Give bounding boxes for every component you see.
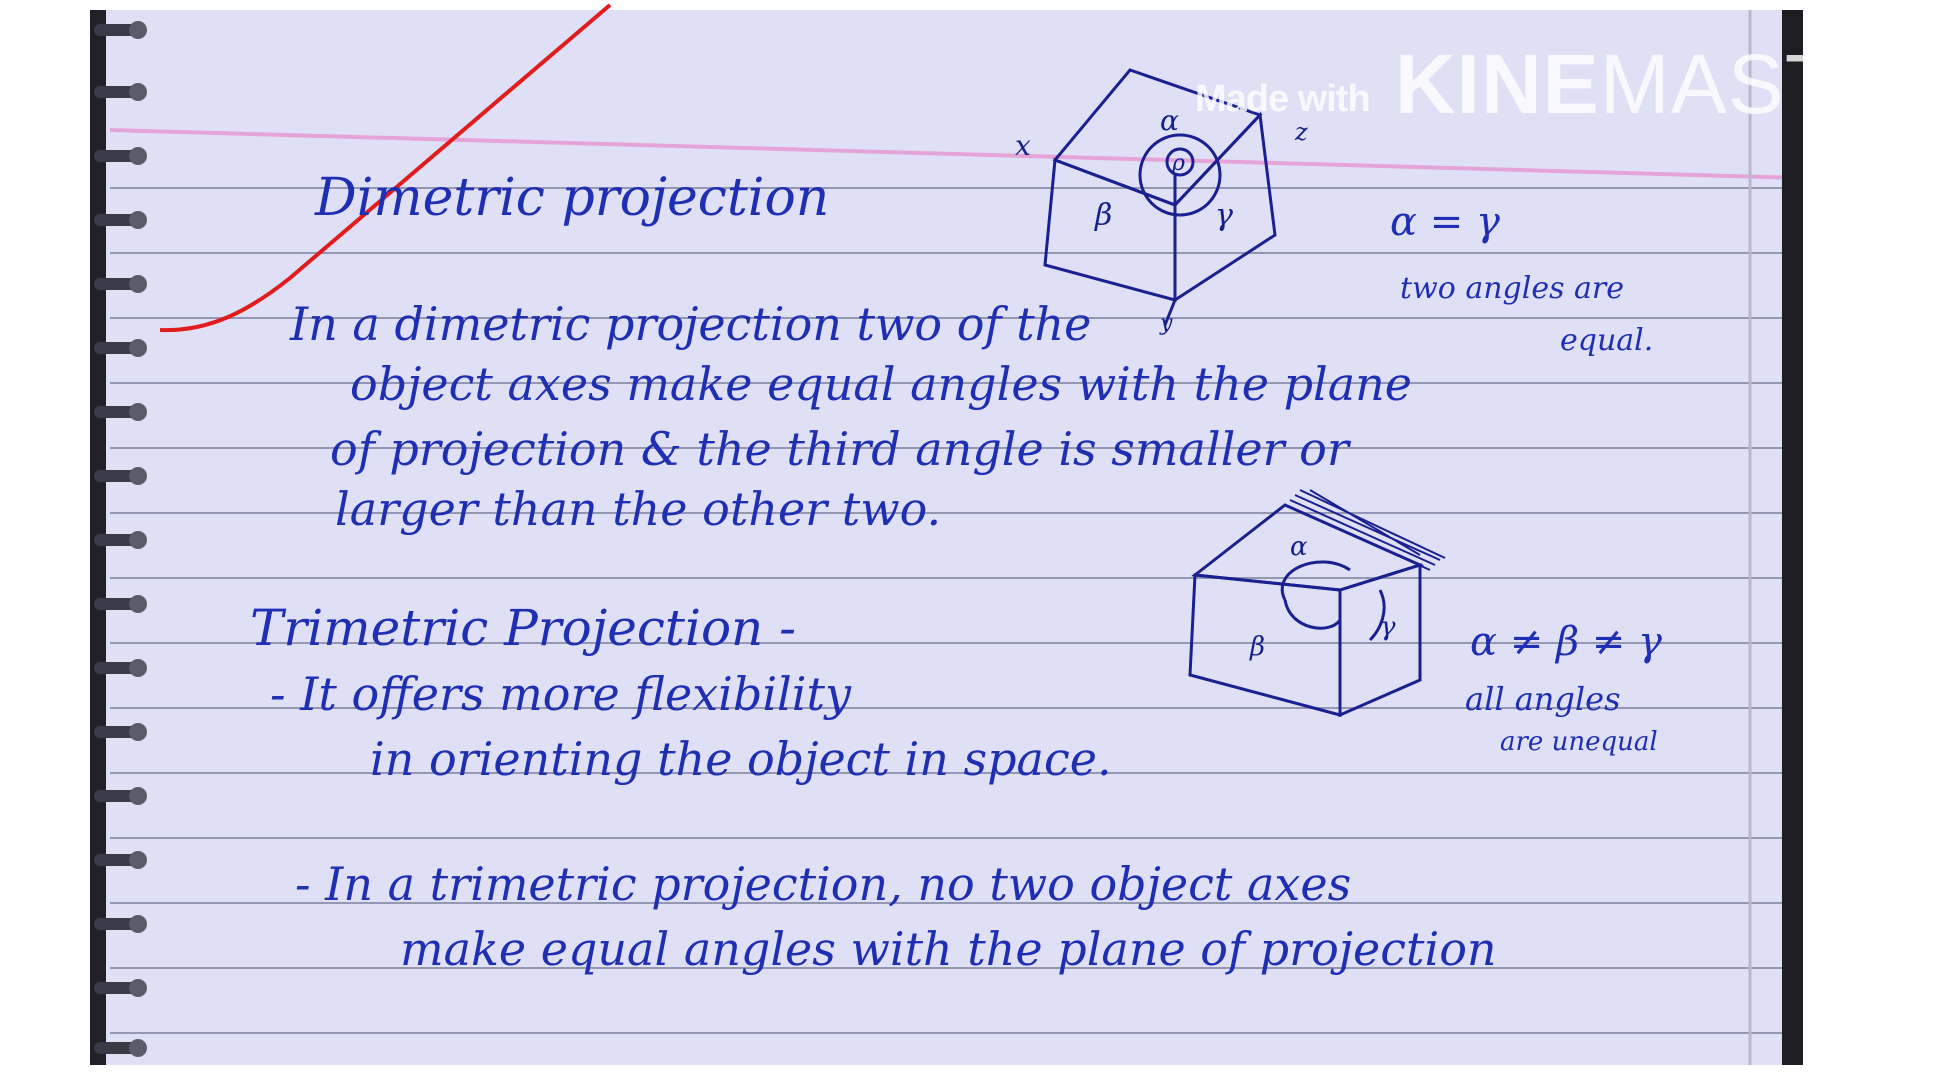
fig1-label-z: z [1295, 118, 1308, 146]
trimetric-heading: Trimetric Projection - [250, 599, 797, 657]
watermark-brand-light: MASTER [1599, 37, 1956, 131]
fig1-label-gamma: γ [1215, 198, 1233, 233]
dimetric-note-1: two angles are [1400, 271, 1625, 306]
dimetric-line-1: In a dimetric projection two of the [290, 297, 1092, 351]
fig1-label-beta: β [1095, 198, 1113, 233]
right-dark-edge [1782, 10, 1803, 1065]
trimetric-equation: α ≠ β ≠ γ [1470, 619, 1662, 665]
trimetric-note-2: are unequal [1500, 727, 1658, 757]
fig2-label-beta: β [1250, 632, 1266, 662]
dimetric-heading: Dimetric projection [315, 168, 830, 228]
trimetric-bullet-2-line-2: make equal angles with the plane of projection [400, 922, 1497, 976]
kinemaster-watermark [1195, 37, 1956, 132]
trimetric-note-1: all angles [1465, 680, 1621, 718]
fig1-label-x: x [1015, 129, 1031, 162]
dimetric-equation: α = γ [1390, 199, 1500, 245]
watermark-made-with: Made with [1195, 78, 1370, 120]
fig1-label-rho: ρ [1172, 151, 1185, 176]
trimetric-bullet-1-line-2: in orienting the object in space. [370, 732, 1112, 786]
fig2-label-alpha: α [1290, 532, 1308, 562]
dimetric-line-2: object axes make equal angles with the plane [350, 357, 1412, 411]
dimetric-line-4: larger than the other two. [335, 482, 942, 536]
notebook-page [90, 10, 1803, 1065]
fig1-label-y: y [1160, 311, 1173, 336]
watermark-brand-bold: KINE [1395, 37, 1600, 131]
fig2-label-gamma: γ [1380, 612, 1396, 642]
trimetric-bullet-1-line-1: - It offers more flexibility [270, 667, 851, 721]
figure-trimetric-cube [1190, 490, 1445, 715]
notebook-page-drawing [90, 10, 1803, 1065]
trimetric-bullet-2-line-1: - In a trimetric projection, no two object axes [295, 857, 1352, 911]
dimetric-note-2: equal. [1560, 323, 1654, 358]
dimetric-line-3: of projection & the third angle is smaller or [330, 422, 1349, 476]
watermark-brand [1395, 37, 1956, 131]
fig1-label-alpha: α [1160, 104, 1179, 137]
spiral-holes [129, 21, 147, 1057]
